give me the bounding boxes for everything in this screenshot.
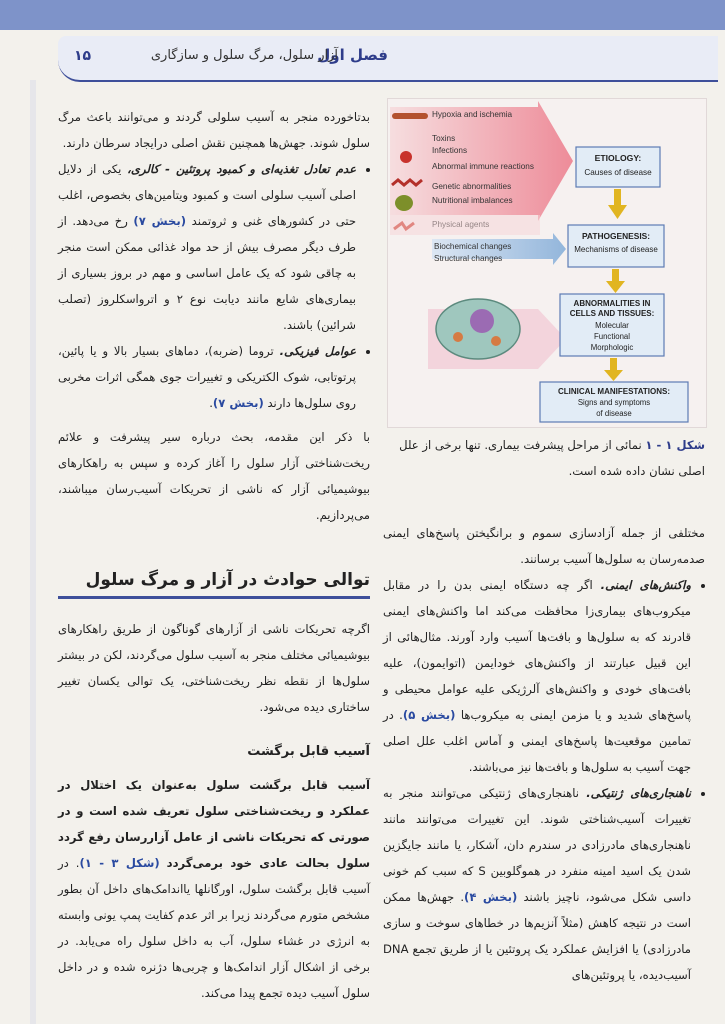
vessel-icon xyxy=(392,113,428,119)
top-color-band xyxy=(0,0,725,30)
food-icon xyxy=(395,195,413,211)
svg-text:PATHOGENESIS:: PATHOGENESIS: xyxy=(581,231,651,241)
genetic-bullet: • ناهنجاری‌های ژنتیکی. ناهنجاری‌های ژنتیکی می‌توانند منجر به تغییرات آسیب‌شناختی شوند. این تغییرات می‌توانند مانند ناهنجاری‌های مادرزادی در سندرم دان، آشکار، یا مانند جایگزین شدن یک اسید امینه منفرد در هموگلوبین S که سبب کم خونی داسی شکل می‌شود، ناچیز باشند (بخش ۴). جهش‌ها ممکن است در نتیجه کاهش (مثلاً آنزیم‌ها در خطاهای سوخت و سازی مادرزادی) یا افزایش عملکرد یک پروتئین یا از طریق تجمع DNA آسیب‌دیده، یا پروتئین‌های xyxy=(383,780,691,988)
chapter-label: فصل اول xyxy=(317,46,388,64)
left-summary: با ذکر این مقدمه، بحث درباره سیر پیشرفت و علائم ریخت‌شناختی آزار سلول را آغاز کرده و سپس به راهکارهای بیوشیمیائی آزار که ناشی از تحریکات آسیب‌رسان میباشند، می‌پردازیم. xyxy=(58,430,370,522)
left-column-top xyxy=(58,104,370,528)
infection-icon xyxy=(400,151,412,163)
immune-bullet: • واکنش‌های ایمنی. اگر چه دستگاه ایمنی بدن را در مقابل میکروب‌های بیماری‌زا محافظت می‌کند اما واکنش‌های ایمنی قادرند که به سلول‌ها و بافت‌ها آسیب وارد آورند. مثال‌هائی از این قبیل عبارتند از واکنش‌های خودایمن (اتوایمون)، علیه بافت‌های خودی و واکنش‌های آلرژیکی علیه عوامل محیطی و پاسخ‌های شدید و یا مزمن ایمنی به میکروب‌ها (بخش ۵). در تمامین موقعیت‌ها پاسخ‌های ایمنی و آماس اغلب علل اصلی جهت آسیب به سلول‌ها و بافت‌ها نیز می‌باشند. xyxy=(383,572,691,780)
cause-4: Abnormal immune reactions xyxy=(432,162,534,171)
abn-item-3: Morphologic xyxy=(590,343,634,352)
physical-bullet: • عوامل فیزیکی. تروما (ضربه)، دماهای بسیار بالا و یا پائین، پرتوتابی، شوک الکتریکی و تغییرات جوی همگی اثرات مخربی روی سلول‌ها دارند (بخش ۷). xyxy=(58,338,356,416)
subheading: آسیب قابل برگشت xyxy=(247,744,370,759)
svg-text:Causes of disease: Causes of disease xyxy=(584,168,652,177)
section-paragraph: اگرچه تحریکات ناشی از آزارهای گوناگون از طریق راهکارهای بیوشیمیائی مختلف منجر به آسیب سلول می‌گردند، لکن در بیشتر سلول‌ها از نقطه نظر ریخت‌شناختی، یک توالی یکسان تغییر ساختاری دیده می‌شود. xyxy=(58,622,370,714)
cause-2: Toxins xyxy=(432,134,456,143)
nutrition-bullet: • عدم تعادل تغذیه‌ای و کمبود پروتئین - کالری، یکی از دلایل اصلی آسیب سلولی است و کمبود ویتامین‌های بخصوص، اغلب حتی در کشورهای غنی و ثروتمند (بخش ۷) رخ می‌دهد. از طرف دیگر مصرف بیش از حد مواد غذائی ممکن است منجر به چاقی شود که یک عامل اساسی و مهم در بروز بسیاری از بیماری‌های شایع مانند دیابت نوع ۲ و اترواسکلروز (تصلب شرائین) باشند. xyxy=(58,156,356,338)
cause-1: Hypoxia and ischemia xyxy=(432,110,513,119)
cause-3: Infections xyxy=(432,146,468,155)
left-cont: بدتاخورده منجر به آسیب سلولی گردند و می‌توانند باعث مرگ سلول شوند. جهش‌ها همچنین نقش اصلی درایجاد سرطان دارند. xyxy=(58,110,370,150)
right-intro: مختلفی از جمله آزادسازی سموم و برانگیختن پاسخ‌های ایمنی صدمه‌رسان به سلول‌ها آسیب برسانند. xyxy=(383,526,705,566)
chapter-title: آزار سلول، مرگ سلول و سازگاری xyxy=(150,48,338,63)
disease-progression-figure xyxy=(387,98,707,428)
nucleus-icon xyxy=(470,309,494,333)
caption-text: نمائی از مراحل پیشرفت بیماری. تنها برخی از علل اصلی نشان داده شده است. xyxy=(399,438,705,478)
svg-text:Structural changes: Structural changes xyxy=(434,254,503,263)
page-header xyxy=(58,36,718,82)
svg-text:CELLS AND TISSUES:: CELLS AND TISSUES: xyxy=(569,309,655,318)
reversible-paragraph: آسیب قابل برگشت سلول به‌عنوان یک اختلال در عملکرد و ریخت‌شناختی سلول تعریف شده است و در صورتی که تحریکات ناشی از عامل آزاررسان رفع گردد سلول بحالت عادی خود برمی‌گردد (شکل ۳ - ۱). در آسیب قابل برگشت سلول، اورگانلها یااندامک‌های داخل آن بطور مشخص متورم می‌گردند زیرا بر اثر عدم کفایت پمپ یونی وابسته به انرژی در غشاء سلول، آب به داخل سلول راه می‌یابد. در برخی از اشکال آزار اندامک‌ها و چربی‌ها دژنره شده و در داخل سلول آسیب دیده تجمع پیدا می‌کند. xyxy=(58,778,371,1000)
svg-text:Mechanisms of disease: Mechanisms of disease xyxy=(574,245,658,254)
svg-text:Biochemical changes: Biochemical changes xyxy=(434,242,512,251)
svg-text:of disease: of disease xyxy=(596,409,632,418)
svg-text:CLINICAL MANIFESTATIONS:: CLINICAL MANIFESTATIONS: xyxy=(558,387,670,396)
abn-item-2: Functional xyxy=(594,332,630,341)
svg-text:ABNORMALITIES IN: ABNORMALITIES IN xyxy=(573,299,651,308)
svg-text:ETIOLOGY:: ETIOLOGY: xyxy=(594,153,642,163)
caption-label: شکل ۱ - ۱ xyxy=(645,438,705,452)
figure-caption xyxy=(387,432,705,484)
svg-text:Signs and symptoms: Signs and symptoms xyxy=(577,398,651,407)
page-number: ۱۵ xyxy=(74,48,92,64)
reversible-paragraph-wrap xyxy=(58,772,370,1006)
right-column xyxy=(383,520,705,988)
section-paragraph-wrap xyxy=(58,616,370,720)
section-heading: توالی حوادث در آزار و مرگ سلول xyxy=(58,570,370,599)
cause-6: Nutritional imbalances xyxy=(432,196,513,205)
abn-item-1: Molecular xyxy=(595,321,629,330)
cause-5: Genetic abnormalities xyxy=(432,182,512,191)
margin-bar xyxy=(30,80,36,1024)
